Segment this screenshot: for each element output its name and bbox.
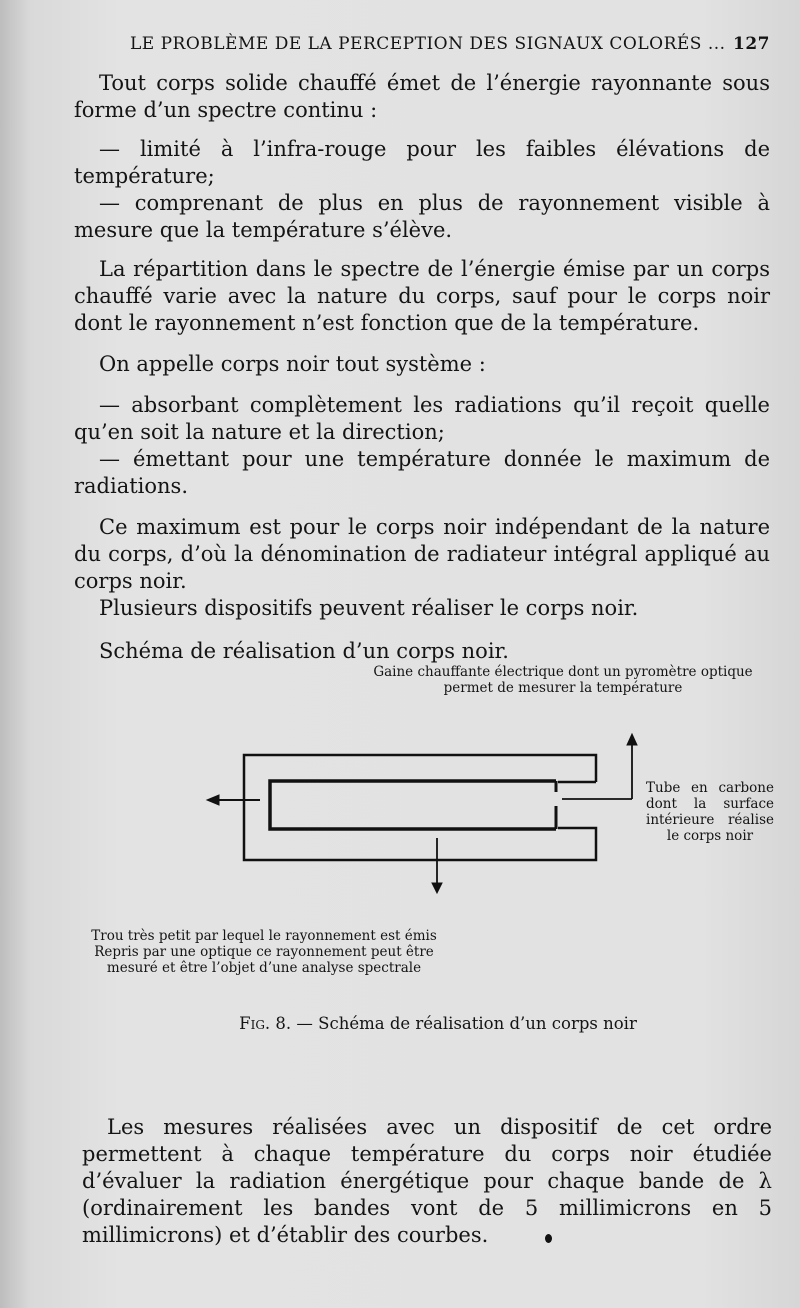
paragraph-6: — absorbant complètement les radiations qu’il reçoit quelle qu’en soit la nature et la direction; [74, 393, 770, 444]
figure-caption-text: — Schéma de réalisation d’un corps noir [296, 1014, 637, 1033]
carbon-tube [270, 781, 556, 829]
paragraph-5: On appelle corps noir tout système : [99, 352, 486, 376]
carbon-tube-label: Tube en carbone dont la surface intérieure réalise le corps noir [646, 780, 774, 844]
bottom-label-leader [432, 838, 442, 893]
page-number: 127 [733, 34, 770, 54]
paragraph-3: — comprenant de plus en plus de rayonnement visible à mesure que la température s’élève. [74, 191, 770, 242]
closing-paragraph: Les mesures réalisées avec un dispositif de cet ordre permettent à chaque température du corps noir étudiée d’évaluer la radiation énergétique pour chaque bande de λ (ordinairement les bandes vont de 5 millimicrons en 5 millimicrons) et d’établir des courbes. [82, 1115, 772, 1247]
paragraph-8: Ce maximum est pour le corps noir indépendant de la nature du corps, d’où la dénomination de radiateur intégral appliqué au corps noir. [74, 515, 770, 593]
hole-label: Trou très petit par lequel le rayonnement est émis Repris par une optique ce rayonnement peut être mesuré et être l’objet d’une analyse spectrale [91, 928, 437, 976]
paragraph-2: — limité à l’infra-rouge pour les faibles élévations de température; [74, 137, 770, 188]
paragraph-4: La répartition dans le spectre de l’énergie émise par un corps chauffé varie avec la nature du corps, sauf pour le corps noir dont le rayonnement n’est fonction que de la température. [74, 257, 770, 335]
sheath-label: Gaine chauffante électrique dont un pyromètre optique permet de mesurer la température [373, 664, 753, 696]
paragraph-10: Schéma de réalisation d’un corps noir. [99, 639, 509, 663]
emission-arrow [207, 795, 260, 805]
header-title: LE PROBLÈME DE LA PERCEPTION DES SIGNAUX COLORÉS ... [130, 34, 726, 54]
heating-sheath [244, 755, 596, 860]
figure-number: Fig. 8. [239, 1014, 292, 1033]
right-label-leader [562, 734, 637, 799]
paragraph-1: Tout corps solide chauffé émet de l’énergie rayonnante sous forme d’un spectre continu : [74, 71, 770, 122]
paragraph-9: Plusieurs dispositifs peuvent réaliser le corps noir. [99, 596, 639, 620]
ink-spot [545, 1234, 552, 1243]
paragraph-7: — émettant pour une température donnée le maximum de radiations. [74, 447, 770, 498]
figure-caption [0, 1014, 800, 1033]
